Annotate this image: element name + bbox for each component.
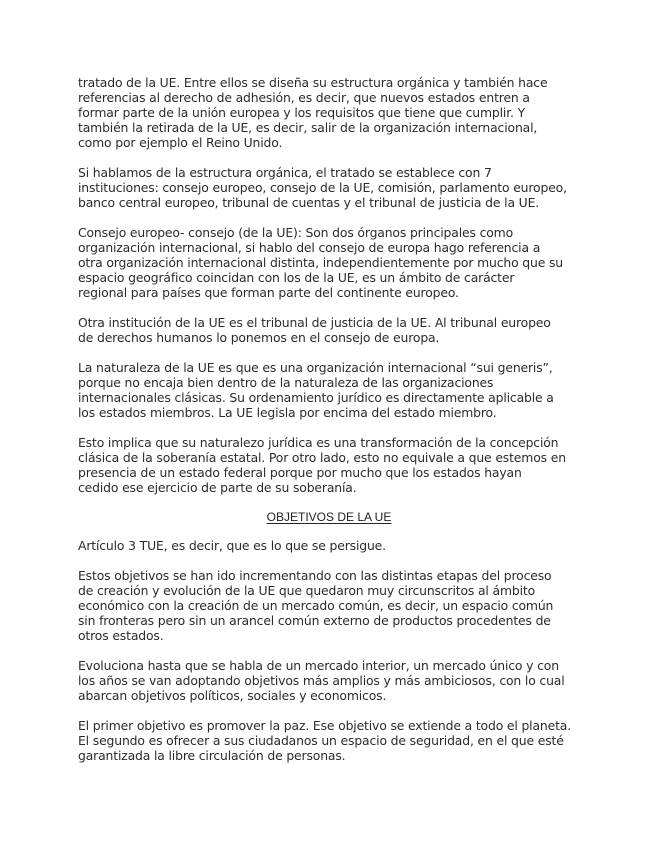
text-line: cedido ese ejercicio de parte de su soberanía. <box>78 480 357 495</box>
text-line: Consejo europeo- consejo (de la UE): Son dos órganos principales como <box>78 225 514 240</box>
text-line: Estos objetivos se han ido incrementando con las distintas etapas del proceso <box>78 568 552 583</box>
text-line: clásica de la soberanía estatal. Por otro lado, esto no equivale a que estemos en <box>78 450 566 465</box>
text-line: Esto implica que su naturalezo jurídica es una transformación de la concepción <box>78 435 559 450</box>
paragraph <box>78 568 580 643</box>
text-line: Evoluciona hasta que se habla de un mercado interior, un mercado único y con <box>78 658 559 673</box>
paragraph <box>78 658 580 703</box>
text-line: El segundo es ofrecer a sus ciudadanos un espacio de seguridad, en el que esté <box>78 733 564 748</box>
text-line: abarcan objetivos políticos, sociales y economicos. <box>78 688 387 703</box>
paragraph <box>78 75 580 150</box>
text-line: garantizada la libre circulación de personas. <box>78 748 346 763</box>
paragraph <box>78 435 580 495</box>
text-line: los años se van adoptando objetivos más amplios y más ambiciosos, con lo cual <box>78 673 565 688</box>
paragraph <box>78 360 580 420</box>
text-line: económico con la creación de un mercado común, es decir, un espacio común <box>78 598 554 613</box>
paragraph <box>78 718 580 763</box>
paragraph <box>78 225 580 300</box>
text-line: regional para países que forman parte del continente europeo. <box>78 285 459 300</box>
text-line: El primer objetivo es promover la paz. Ese objetivo se extiende a todo el planeta. <box>78 718 572 733</box>
paragraph <box>78 165 580 210</box>
text-line: espacio geográfico coincidan con los de la UE, es un ámbito de carácter <box>78 270 515 285</box>
text-line: los estados miembros. La UE legisla por encima del estado miembro. <box>78 405 497 420</box>
body-text-after-heading <box>78 538 580 763</box>
section-heading: OBJETIVOS DE LA UE <box>266 510 392 524</box>
text-line: Otra institución de la UE es el tribunal de justicia de la UE. Al tribunal europeo <box>78 315 551 330</box>
text-line: organización internacional, si hablo del consejo de europa hago referencia a <box>78 240 541 255</box>
text-line: como por ejemplo el Reino Unido. <box>78 135 283 150</box>
text-line: banco central europeo, tribunal de cuentas y el tribunal de justicia de la UE. <box>78 195 540 210</box>
text-line: Artículo 3 TUE, es decir, que es lo que se persigue. <box>78 538 386 553</box>
text-line: internacionales clásicas. Su ordenamiento jurídico es directamente aplicable a <box>78 390 554 405</box>
text-line: referencias al derecho de adhesión, es decir, que nuevos estados entren a <box>78 90 530 105</box>
text-line: otra organización internacional distinta, independientemente por mucho que su <box>78 255 563 270</box>
text-line: presencia de un estado federal porque por mucho que los estados hayan <box>78 465 522 480</box>
text-line: de creación y evolución de la UE que quedaron muy circunscritos al ámbito <box>78 583 536 598</box>
text-line: instituciones: consejo europeo, consejo de la UE, comisión, parlamento europeo, <box>78 180 567 195</box>
text-line: sin fronteras pero sin un arancel común externo de productos procedentes de <box>78 613 551 628</box>
paragraph <box>78 315 580 345</box>
text-line: también la retirada de la UE, es decir, salir de la organización internacional, <box>78 120 538 135</box>
document-page <box>78 75 580 778</box>
text-line: porque no encaja bien dentro de la naturaleza de las organizaciones <box>78 375 494 390</box>
paragraph <box>78 538 580 553</box>
text-line: La naturaleza de la UE es que es una organización internacional “sui generis”, <box>78 360 553 375</box>
text-line: Si hablamos de la estructura orgánica, el tratado se establece con 7 <box>78 165 492 180</box>
text-line: tratado de la UE. Entre ellos se diseña su estructura orgánica y también hace <box>78 75 548 90</box>
text-line: otros estados. <box>78 628 164 643</box>
body-text-before-heading <box>78 75 580 495</box>
text-line: formar parte de la unión europea y los requisitos que tiene que cumplir. Y <box>78 105 526 120</box>
text-line: de derechos humanos lo ponemos en el consejo de europa. <box>78 330 440 345</box>
